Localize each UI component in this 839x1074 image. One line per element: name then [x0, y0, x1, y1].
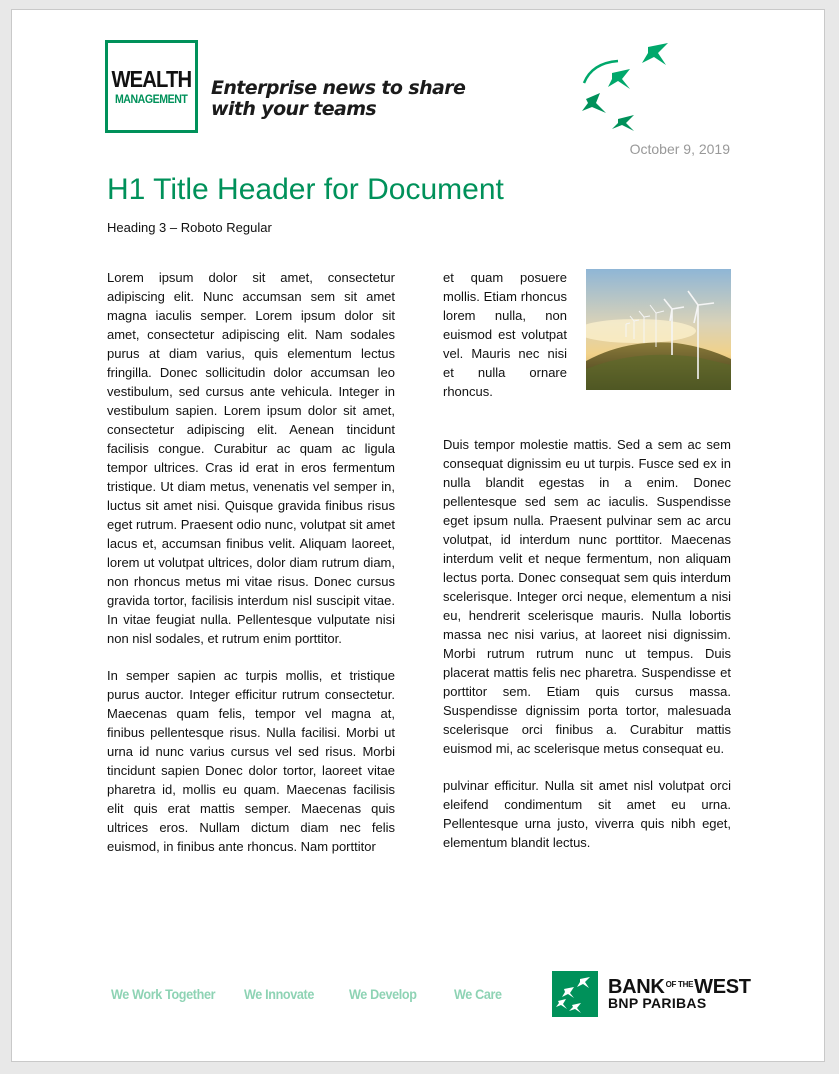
- bank-name-bank: BANK: [608, 976, 665, 998]
- page-subtitle: Heading 3 – Roboto Regular: [107, 220, 272, 235]
- logo-text-management: MANAGEMENT: [115, 91, 188, 106]
- left-column: [107, 268, 395, 856]
- right-paragraph-beside-image: et quam posuere mollis. Etiam rhoncus lorem nulla, non euismod est volutpat vel. Mauris nec nisi et nulla ornare rhoncus.: [443, 270, 567, 399]
- value-innovate: We Innovate: [244, 986, 315, 1002]
- page-title: H1 Title Header for Document: [107, 173, 504, 206]
- document-page: [11, 9, 825, 1062]
- bank-birds-icon: [552, 971, 598, 1017]
- bank-name-of-the: OF THE: [665, 980, 694, 989]
- wealth-management-logo: [105, 40, 198, 133]
- document-date: October 9, 2019: [629, 141, 730, 157]
- bank-of-the-west-logo: [552, 971, 752, 1019]
- bank-name-line-2: BNP PARIBAS: [608, 995, 707, 1011]
- bnp-birds-icon: [578, 43, 672, 133]
- right-paragraph-2: pulvinar efficitur. Nulla sit amet nisl volutpat orci eleifend condimentum sit amet eu urna. Pellentesque urna justo, viverra quis nibh eget, elementum blandit lectus.: [443, 778, 731, 850]
- left-paragraph-1: Lorem ipsum dolor sit amet, consectetur adipiscing elit. Nunc accumsan sem sit amet magna iaculis semper. Lorem ipsum dolor sit amet, consectetur adipiscing elit. Nam sodales purus at diam varius, quis elementum lectus fringilla. Donec sollicitudin dolor accumsan leo vestibulum, sed cursus ante vehicula. Integer in vestibulum sapien. Lorem ipsum dolor sit amet, consectetur adipiscing elit. Aenean tincidunt facilisis congue. Curabitur ac quam ac ligula tempor ultrices. Cras id erat in eros fermentum tristique. Ut diam metus, venenatis vel semper in, luctus sit amet nisi. Quisque gravida finibus risus eget rutrum. Praesent odio nunc, volutpat sit amet lacus et, accumsan finibus velit. Aliquam laoreet, lorem ut volutpat ultrices, dolor diam rutrum diam, non rhoncus metus mi vitae risus. Donec cursus gravida tortor, facilisis interdum nisl suscipit vitae. In vitae feugiat nulla. Pellentesque vulputate nisi non nisl sodales, et rutrum enim porttitor.: [107, 270, 395, 646]
- tagline-line-2: with your teams: [211, 98, 377, 120]
- value-develop: We Develop: [349, 986, 417, 1002]
- right-paragraph-1: Duis tempor molestie mattis. Sed a sem ac sem consequat dignissim eu ut turpis. Fusce sed ex in nulla blandit egestas in a enim. Donec pellentesque sed sem ac iaculis. Suspendisse eget ipsum nulla. Praesent pulvinar sem ac arcu volutpat, id interdum nunc porttitor. Maecenas interdum velit et neque fermentum, non aliquam lectus porta. Donec consequat sem quis interdum scelerisque. Integer orci neque, elementum a nisi eu, hendrerit scelerisque mauris. Nulla lobortis massa nec nisi varius, at laoreet nisi dignissim. Morbi rutrum rutrum nunc ut tempus. Duis placerat mattis felis nec pharetra. Suspendisse et porttitor sem. Etiam quis cursus massa. Suspendisse dignissim porta tortor, malesuada scelerisque orci finibus a. Curabitur mattis euismod mi, ac scelerisque metus consequat eu.: [443, 437, 731, 756]
- logo-text-wealth: WEALTH: [111, 65, 192, 92]
- tagline-line-1: Enterprise news to share: [211, 77, 466, 99]
- left-paragraph-2: In semper sapien ac turpis mollis, et tristique purus auctor. Integer efficitur rutrum consectetur. Maecenas quam felis, tempor vel magna at, finibus pellentesque risus. Nulla facilisi. Morbi ut urna id nunc varius cursus vel sed risus. Morbi tincidunt sapien Donec dolor tortor, laoreet vitae pharetra id, mollis eu quam. Maecenas facilisis elit quis erat mattis semper. Maecenas quis ultrices eros. Nullam dictum diam nec felis euismod, in finibus ante rhoncus. Nam porttitor: [107, 668, 395, 854]
- right-column-wrap-text: [443, 268, 567, 401]
- value-work-together: We Work Together: [111, 986, 216, 1002]
- tagline: [211, 78, 465, 120]
- right-column: [443, 435, 731, 852]
- value-care: We Care: [454, 986, 502, 1002]
- wind-turbine-photo: [586, 269, 731, 390]
- bank-name-west: WEST: [694, 976, 751, 998]
